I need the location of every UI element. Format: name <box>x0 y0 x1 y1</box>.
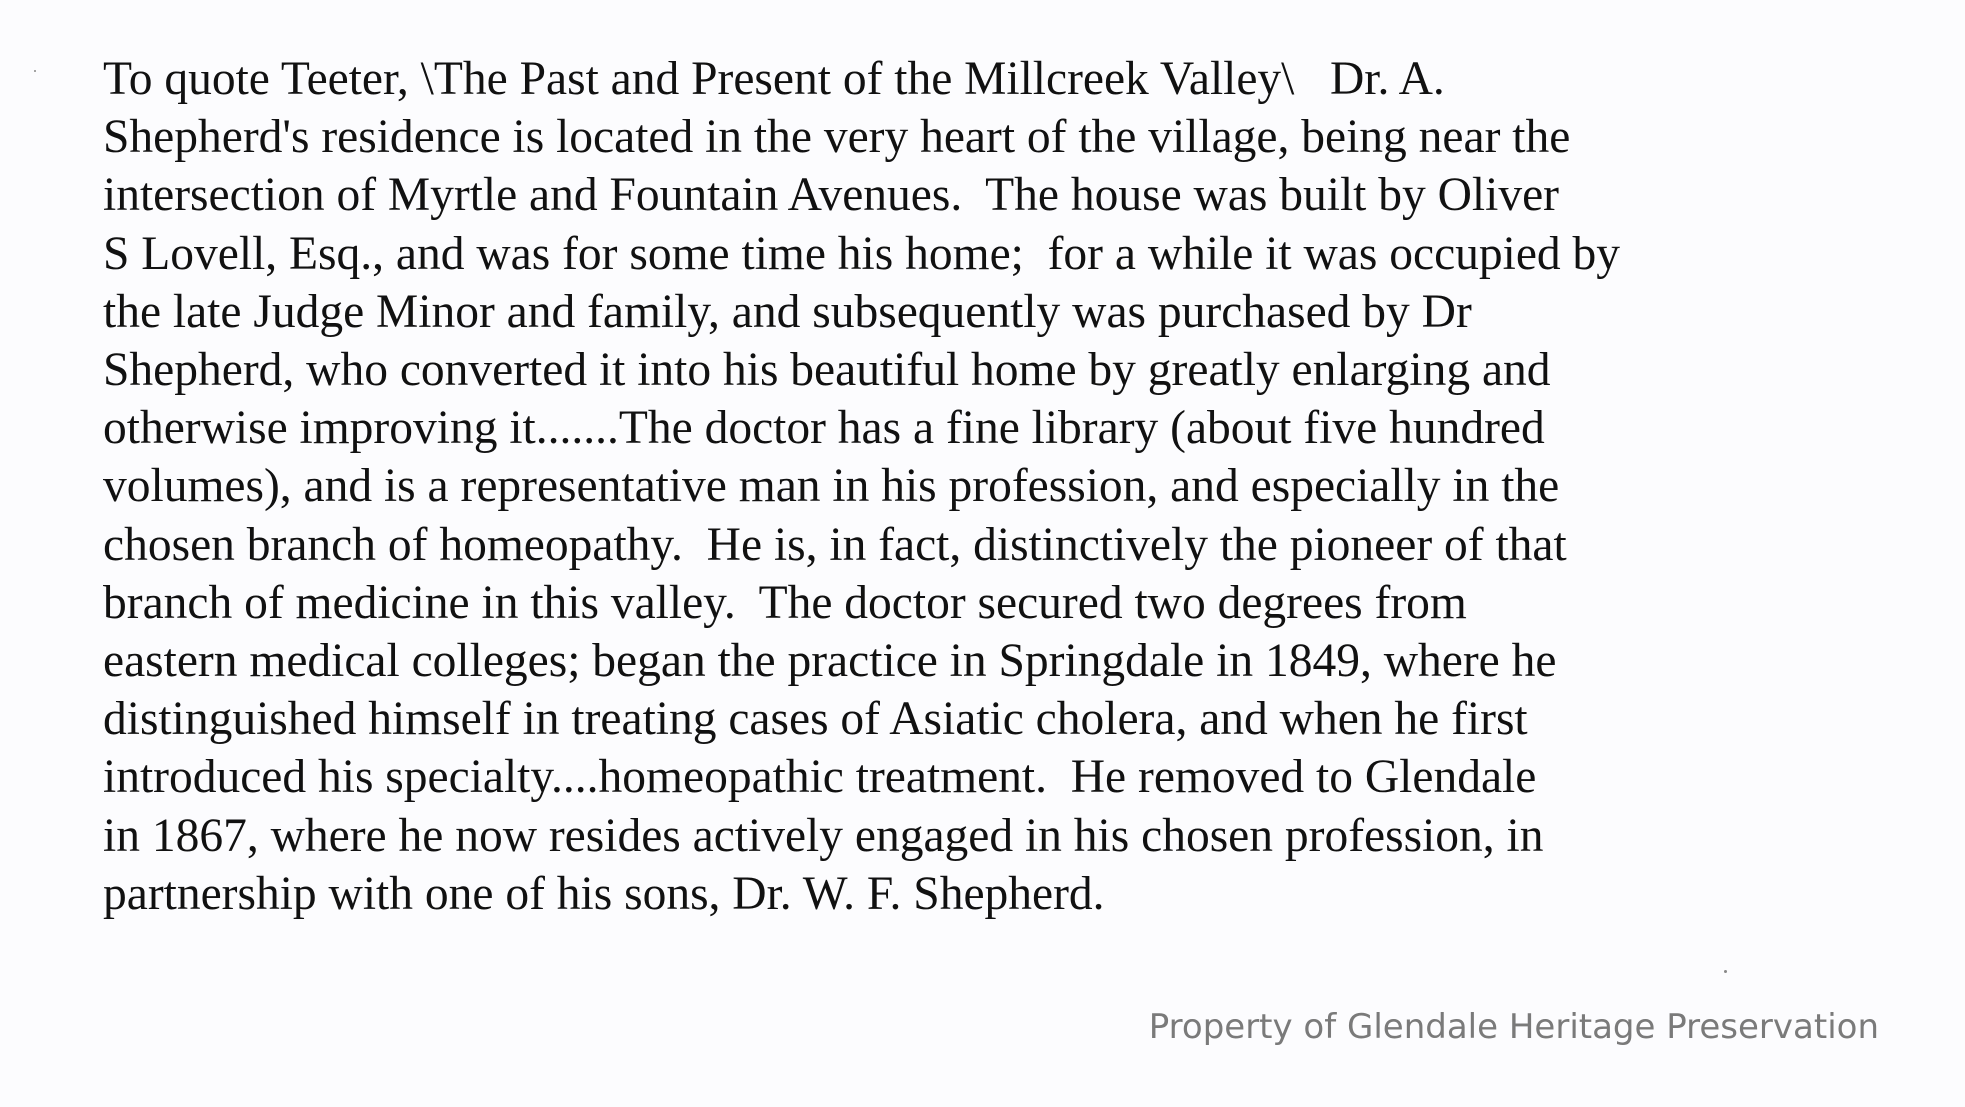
text-line: eastern medical colleges; began the practice in Springdale in 1849, where he <box>103 635 1557 688</box>
quote-paragraph <box>103 50 1933 923</box>
text-line: branch of medicine in this valley. The doctor secured two degrees from <box>103 576 1467 629</box>
text-line: To quote Teeter, \The Past and Present of the Millcreek Valley\ Dr. A. <box>103 53 1445 105</box>
text-line: Shepherd, who converted it into his beautiful home by greatly enlarging and <box>103 344 1551 397</box>
text-line: volumes), and is a representative man in his profession, and especially in the <box>103 460 1560 513</box>
text-line: distinguished himself in treating cases of Asiatic cholera, and when he first <box>103 693 1528 746</box>
scan-speck <box>1724 970 1727 973</box>
text-line: the late Judge Minor and family, and subsequently was purchased by Dr <box>103 285 1472 338</box>
text-line: otherwise improving it.......The doctor has a fine library (about five hundred <box>103 402 1545 455</box>
text-line: intersection of Myrtle and Fountain Avenues. The house was built by Oliver <box>103 169 1559 222</box>
text-line: S Lovell, Esq., and was for some time his home; for a while it was occupied by <box>103 227 1621 280</box>
text-line: chosen branch of homeopathy. He is, in fact, distinctively the pioneer of that <box>103 518 1567 571</box>
text-line: partnership with one of his sons, Dr. W. F. Shepherd. <box>103 867 1105 920</box>
text-line: Shepherd's residence is located in the very heart of the village, being near the <box>103 111 1571 164</box>
scan-speck <box>34 70 36 72</box>
ownership-watermark: Property of Glendale Heritage Preservation <box>1148 1007 1879 1047</box>
text-line: introduced his specialty....homeopathic treatment. He removed to Glendale <box>103 751 1537 804</box>
text-line: in 1867, where he now resides actively engaged in his chosen profession, in <box>103 809 1544 862</box>
